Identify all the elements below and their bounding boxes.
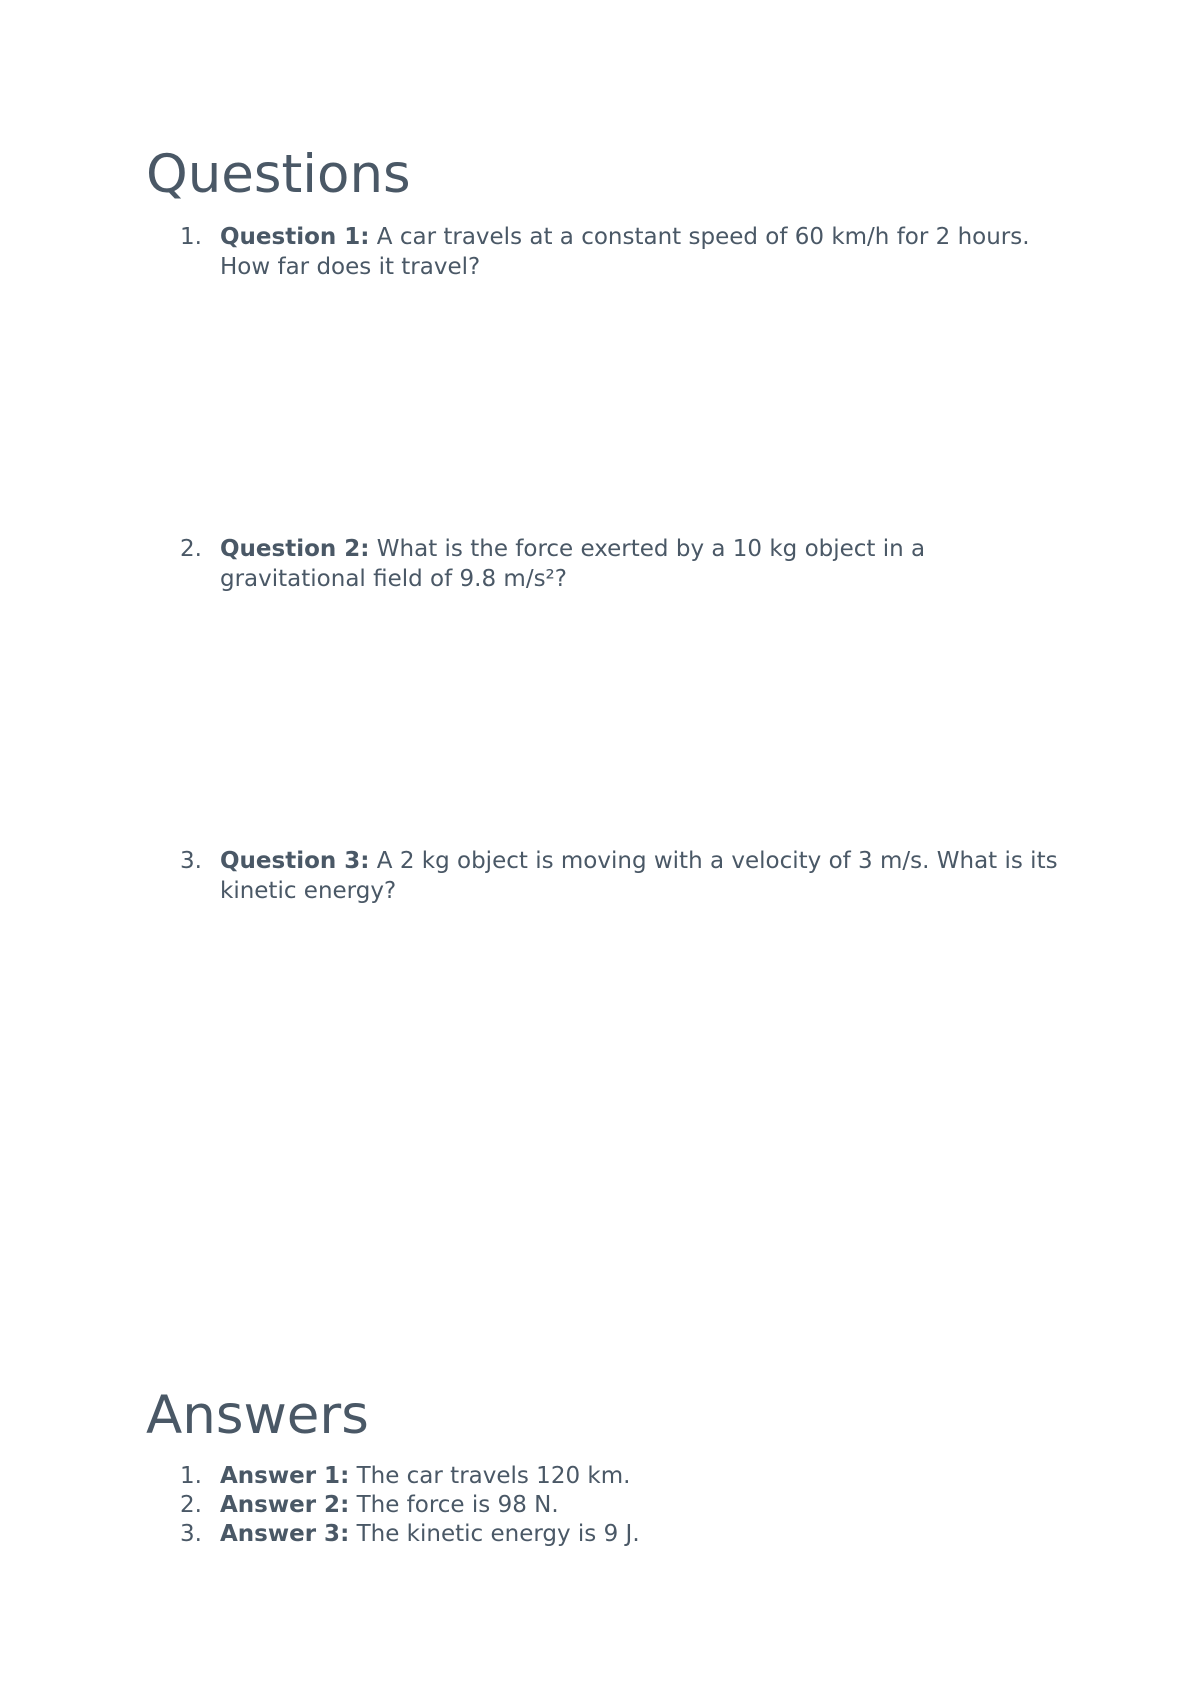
answer-text: The force is 98 N. xyxy=(349,1492,559,1518)
questions-heading: Questions xyxy=(146,144,411,205)
answer-item xyxy=(180,1491,1060,1520)
question-content xyxy=(220,222,1060,282)
question-label: Question 2: xyxy=(220,536,370,562)
question-content xyxy=(220,534,1060,594)
answer-content xyxy=(220,1520,1060,1549)
question-number: 1. xyxy=(180,224,202,250)
question-label: Question 3: xyxy=(220,848,370,874)
answer-content xyxy=(220,1491,1060,1520)
answer-item xyxy=(180,1520,1060,1549)
answer-number: 1. xyxy=(180,1463,202,1489)
answer-number: 2. xyxy=(180,1492,202,1518)
question-item xyxy=(180,534,1060,594)
answer-text: The kinetic energy is 9 J. xyxy=(349,1521,640,1547)
question-text: A 2 kg object is moving with a velocity of 3 m/s. What is its kinetic energy? xyxy=(220,848,1058,904)
question-item xyxy=(180,222,1060,282)
question-content xyxy=(220,846,1060,906)
question-text: What is the force exerted by a 10 kg object in a gravitational field of 9.8 m/s²? xyxy=(220,536,926,592)
answer-number: 3. xyxy=(180,1521,202,1547)
answer-label: Answer 1: xyxy=(220,1463,350,1489)
answers-heading: Answers xyxy=(146,1385,369,1446)
question-label: Question 1: xyxy=(220,224,370,250)
answer-label: Answer 3: xyxy=(220,1521,350,1547)
question-number: 3. xyxy=(180,848,202,874)
question-item xyxy=(180,846,1060,906)
question-text: A car travels at a constant speed of 60 km/h for 2 hours. How far does it travel? xyxy=(220,224,1030,280)
question-number: 2. xyxy=(180,536,202,562)
answer-label: Answer 2: xyxy=(220,1492,350,1518)
answer-item xyxy=(180,1462,1060,1491)
answers-list xyxy=(180,1462,1060,1549)
answer-content xyxy=(220,1462,1060,1491)
answer-text: The car travels 120 km. xyxy=(349,1463,631,1489)
